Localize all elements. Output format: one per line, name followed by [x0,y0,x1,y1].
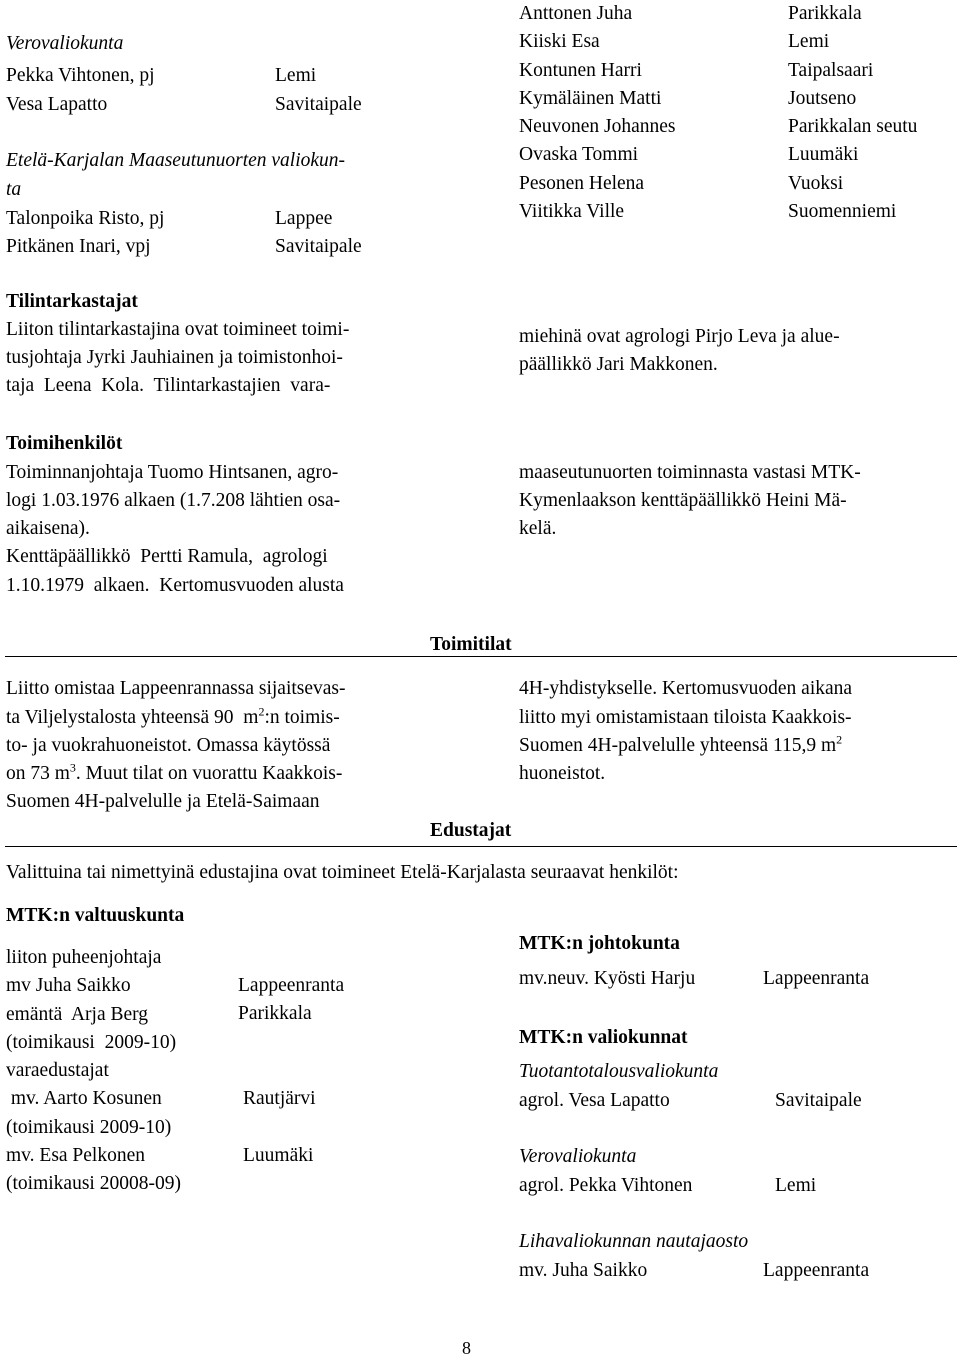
member-place: Parikkala [238,1003,312,1024]
maaseutunuoret-title: Etelä-Karjalan Maaseutunuorten valiokun- [6,150,346,171]
paragraph-line: taja Leena Kola. Tilintarkastajien vara- [6,375,331,396]
member-place: Lappeenranta [763,968,870,989]
valiokunnat-heading: MTK:n valiokunnat [519,1027,688,1048]
member-name: Talonpoika Risto, pj [6,208,165,229]
valtuuskunta-names [6,944,181,1199]
member-name: mv. Juha Saikko [519,1260,648,1281]
member-place: Rautjärvi [243,1088,316,1109]
member-name: agrol. Pekka Vihtonen [519,1175,693,1196]
paragraph-line: Liiton tilintarkastajina ovat toimineet toimi- [6,319,350,340]
list-item: Kymäläinen Matti [519,87,662,109]
list-item: varaedustajat [6,1060,109,1082]
member-place: Lemi [275,65,317,86]
member-name: mv.neuv. Kyösti Harju [519,968,696,989]
list-item: Lemi [788,31,830,53]
list-item: Vuoksi [788,172,844,194]
list-item: Taipalsaari [788,59,874,81]
list-item: Kontunen Harri [519,59,642,81]
valiokunta-title: Lihavaliokunnan nautajaosto [519,1231,749,1252]
paragraph-line: maaseutunuorten toiminnasta vastasi MTK- [519,462,861,483]
member-place: Savitaipale [775,1090,862,1111]
member-names-list [519,0,676,226]
list-item: Anttonen Juha [519,3,633,24]
member-places-list [788,0,917,226]
paragraph-line: ta Viljelystalosta yhteensä 90 $m^2:n$ toimis- [6,704,340,728]
paragraph-line: on 73 $m^3$. Muut tilat on vuorattu Kaakkois- [6,760,343,784]
paragraph-line: to- ja vuokrahuoneistot. Omassa käytössä [6,735,331,756]
list-item: Joutseno [788,87,857,109]
list-item: Pesonen Helena [519,172,645,194]
list-item: Neuvonen Johannes [519,116,676,138]
toimitilat-heading: Toimitilat [430,634,512,655]
paragraph-line: 1.10.1979 alkaen. Kertomusvuoden alusta [6,575,344,596]
member-name: Pitkänen Inari, vpj [6,236,151,257]
johtokunta-heading: MTK:n johtokunta [519,933,680,954]
edustajat-intro: Valittuina tai nimettyinä edustajina ovat toimineet Etelä-Karjalasta seuraavat henkilöt: [6,862,679,883]
valtuuskunta-heading: MTK:n valtuuskunta [6,905,185,926]
paragraph-line: aikaisena). [6,518,90,539]
section-divider [5,846,957,847]
list-item: Kiiski Esa [519,31,600,53]
paragraph-line: Suomen 4H-palvelulle ja Etelä-Saimaan [6,791,320,812]
member-place: Luumäki [243,1145,314,1166]
list-item: (toimikausi 2009-10) [6,1031,177,1053]
list-item: Parikkalan seutu [788,116,918,138]
valiokunta-title: Verovaliokunta [519,1146,637,1167]
paragraph-line: Toiminnanjohtaja Tuomo Hintsanen, agro- [6,462,339,483]
paragraph-line: Kymenlaakson kenttäpäällikkö Heini Mä- [519,490,847,511]
paragraph-line: tusjohtaja Jyrki Jauhiainen ja toimistonhoi- [6,347,343,368]
list-item: Parikkala [788,3,862,24]
paragraph-line: liitto myi omistamistaan tiloista Kaakkois- [519,707,852,728]
member-place: Lemi [775,1175,817,1196]
verovaliokunta-title: Verovaliokunta [6,33,124,54]
member-place: Lappeenranta [763,1260,870,1281]
paragraph-line: miehinä ovat agrologi Pirjo Leva ja alue- [519,326,840,347]
member-name: Pekka Vihtonen, pj [6,65,155,86]
section-divider [5,656,957,657]
member-place: Savitaipale [275,236,362,257]
list-item: Suomenniemi [788,201,897,223]
valiokunta-title: Tuotantotalousvaliokunta [519,1061,719,1082]
list-item: mv Juha Saikko [6,975,131,997]
list-item: Viitikka Ville [519,201,625,223]
list-item: Ovaska Tommi [519,144,639,166]
member-name: Vesa Lapatto [6,94,108,115]
paragraph-line: 4H-yhdistykselle. Kertomusvuoden aikana [519,678,853,699]
member-place: Lappee [275,208,333,229]
member-name: agrol. Vesa Lapatto [519,1090,670,1111]
list-item: (toimikausi 2009-10) [6,1116,172,1138]
paragraph-line: Kenttäpäällikkö Pertti Ramula, agrologi [6,546,328,567]
member-place: Savitaipale [275,94,362,115]
member-place: Lappeenranta [238,975,345,996]
list-item: mv. Aarto Kosunen [6,1088,162,1110]
list-item: (toimikausi 20008-09) [6,1173,181,1195]
edustajat-heading: Edustajat [430,820,512,841]
maaseutunuoret-title-cont: ta [6,179,22,200]
tilintarkastajat-heading: Tilintarkastajat [6,291,138,312]
toimihenkilot-heading: Toimihenkilöt [6,433,123,454]
paragraph-line: Suomen 4H-palvelulle yhteensä 115,9 $m^2$ [519,732,843,756]
paragraph-line: päällikkö Jari Makkonen. [519,354,718,375]
paragraph-line: huoneistot. [519,763,606,784]
list-item: mv. Esa Pelkonen [6,1145,146,1167]
paragraph-line: Liitto omistaa Lappeenrannassa sijaitsevas- [6,678,346,699]
list-item: liiton puheenjohtaja [6,947,162,968]
paragraph-line: kelä. [519,518,557,539]
page-number: 8 [462,1338,471,1358]
list-item: Luumäki [788,144,859,166]
paragraph-line: logi 1.03.1976 alkaen (1.7.208 lähtien osa- [6,490,341,511]
list-item: emäntä Arja Berg [6,1003,149,1025]
